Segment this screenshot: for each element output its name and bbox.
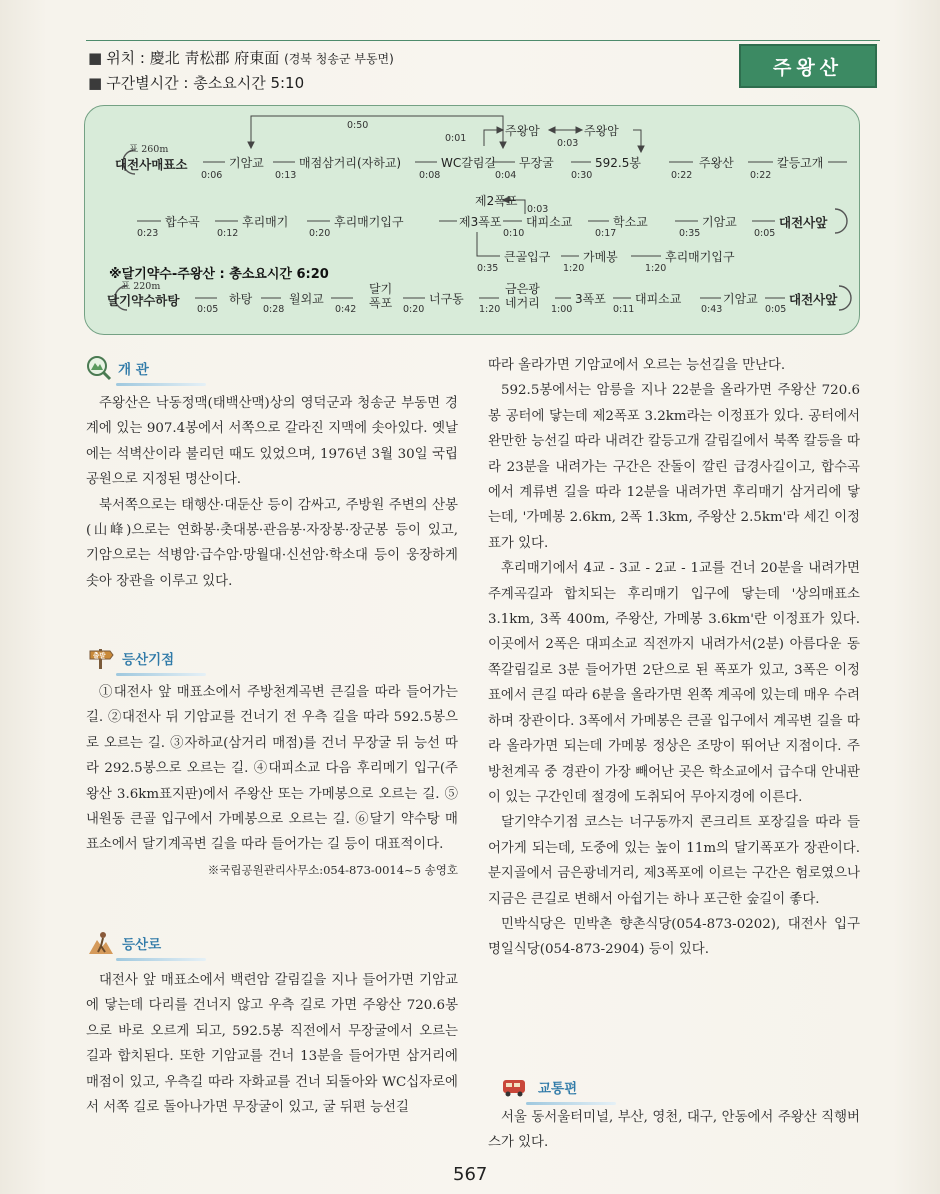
time: 0:08 [419, 170, 441, 181]
time: 0:12 [217, 228, 239, 239]
node-592-peak: 592.5봉 [595, 156, 641, 170]
trail-paragraph: 따라 올라가면 기암교에서 오르는 능선길을 만난다. [488, 358, 786, 373]
node-falls-3b: 3폭포 [575, 292, 606, 306]
trail-text-continued [488, 353, 860, 963]
section-trail [86, 930, 161, 956]
time: 1:00 [551, 304, 573, 315]
node-giamgyo-2: 기암교 [702, 215, 737, 229]
node-daejeonsa-front: 대전사앞 [779, 215, 828, 230]
trail-paragraph: 후리매기에서 4교 - 3교 - 2교 - 1교를 건너 20분을 내려가면 주계곡길과 합치되는 후리매기 입구에 닿는데 '상의매표소 3.1km, 3폭 400m, 주왕산, 가메봉 3.6km'란 이정표가 있다. 이곳에서 2폭은 대피소교 직전까지 내려가서(2분) 아름다운 동쪽갈림길로 3분 들어가면 2단으로 된 폭포가 있고, 3폭은 이정표에서 큰길 따라 6분을 올라가면 왼쪽 계곡에 있는데 매우 수려하며 장관이다. 3폭에서 가메봉은 큰골 입구에서 계곡변 길을 따라 올라가면 되는데 가메봉 정상은 조망이 뛰어난 지점이다. 주방천계곡 중 경관이 가장 빼어난 곳은 학소교에서 급수대 안내판이 있는 구간인데 절경에 도취되어 무아지경에 이른다. [488, 561, 860, 805]
signpost-icon [86, 645, 116, 671]
section-overview-title: 개 관 [118, 362, 149, 378]
trail-paragraph: 대전사 앞 매표소에서 백련암 갈림길을 지나 들어가면 기암교에 닿는데 다리를 건너지 않고 우측 길로 가면 주왕산 720.6봉으로 바로 오르게 되고, 592.5봉 직전에서 무장굴에서 오르는 길과 합치된다. 또한 기암교를 건너 13분을 들어가면 삼거리에 매점이 있고, 우측길 따라 자화교를 건너 되돌아와 WC십자로에서 서쪽 길로 돌아나가면 무장굴이 있고, 굴 뒤편 능선길 [86, 973, 458, 1116]
time: 0:05 [765, 304, 787, 315]
time: 1:20 [563, 263, 585, 274]
time: 0:35 [679, 228, 701, 239]
time: 0:04 [495, 170, 517, 181]
elevation-start: 표 260m [129, 144, 169, 155]
node-daejeonsa-ticket: 대전사매표소 [115, 157, 188, 172]
node-juwangam-2: 주왕암 [584, 124, 619, 138]
magnifier-mountain-icon [86, 355, 112, 381]
node-hatang: 하탕 [229, 292, 253, 306]
start-paragraph: ①대전사 앞 매표소에서 주방천계곡변 큰길을 따라 들어가는 길. ②대전사 뒤 기암교를 건너기 전 우측 길을 따라 592.5봉으로 오르는 길. ③자하교(삼거리 매점)를 건너 무장굴 뒤 능선 따라 292.5봉으로 오르는 길. ④대피소교 다음 후리메기 입구(주왕산 3.6km표지판)에서 주왕산 또는 가메봉으로 오르는 길. ⑤ 내원동 큰골 입구에서 가메봉으로 오르는 길. ⑥달기 약수탕 매표소에서 달기계곡변 길을 따라 들어가는 길 등이 대표적이다. [86, 685, 458, 853]
start-text [86, 680, 458, 883]
node-hurimaegi-entrance-2: 후리매기입구 [665, 250, 735, 264]
node-woloegyo: 월외교 [289, 292, 324, 306]
node-giamgyo-3: 기암교 [723, 292, 758, 306]
route-note: ※달기약수-주왕산 : 총소요시간 6:20 [109, 267, 329, 282]
elevation-start-2: 표 220m [121, 281, 161, 292]
time: 0:17 [595, 228, 617, 239]
time: 0:30 [571, 170, 593, 181]
node-geumeungwang: 금은광 네거리 [505, 282, 540, 310]
node-shelter-bridge-2: 대피소교 [635, 292, 682, 306]
trail-paragraph: 592.5봉에서는 암릉을 지나 22분을 올라가면 주왕산 720.6봉 공터에 닿는데 제2폭포 3.2km라는 이정표가 있다. 공터에서 완만한 능선길 따라 내려간 칼등고개 갈림길에서 북쪽 칼등을 따라 23분을 내려가는 구간은 잔돌이 깔린 급경사길이고, 합수곡에서 계류변 길을 따라 12분을 내려가면 후리매기 삼거리에 닿는데, '가메봉 2.6km, 2폭 1.3km, 주왕산 2.5km'라 세긴 이정표가 있다. [488, 383, 860, 551]
node-wc-junction: WC갈림길 [441, 156, 497, 170]
time: 0:20 [403, 304, 425, 315]
section-overview [86, 355, 149, 381]
node-giamgyo: 기암교 [229, 156, 264, 170]
section-start [86, 645, 174, 671]
node-daejeonsa-front-2: 대전사앞 [789, 292, 838, 307]
transport-paragraph: 서울 동서울터미널, 부산, 영천, 대구, 안동에서 주왕산 직행버스가 있다. [488, 1110, 860, 1151]
location-line: ■ 위치 : 慶北 靑松郡 府東面 (경북 청송군 부동면) [88, 49, 394, 67]
mountain-title: 주왕산 [739, 44, 877, 88]
time-branch: 0:03 [557, 138, 579, 149]
node-keungol-entrance: 큰골입구 [504, 250, 551, 264]
time-top-bypass: 0:50 [347, 120, 369, 131]
node-falls-2: 제2폭포 [475, 194, 518, 208]
node-dalgi-falls: 달기 폭포 [369, 282, 393, 310]
node-dalgi-hatang: 달기약수하탕 [107, 293, 180, 308]
route-map [84, 105, 860, 335]
node-hurimaegi-entrance: 후리매기입구 [334, 215, 404, 229]
node-neogudong: 너구동 [429, 292, 464, 306]
time: 0:22 [671, 170, 693, 181]
section-transport-title: 교통편 [538, 1081, 578, 1097]
time: 0:28 [263, 304, 285, 315]
time: 0:22 [750, 170, 772, 181]
section-trail-title: 등산로 [122, 937, 162, 953]
node-hapsugok: 합수곡 [165, 215, 200, 229]
time: 0:23 [137, 228, 159, 239]
time: 0:10 [503, 228, 525, 239]
node-mujanggul: 무장굴 [519, 156, 554, 170]
node-hurimaegi: 후리매기 [242, 215, 289, 229]
time: 0:20 [309, 228, 331, 239]
node-juwangam-1: 주왕암 [505, 124, 540, 138]
trail-paragraph: 달기약수기점 코스는 너구동까지 콘크리트 포장길을 따라 들어가게 되는데, 도중에 있는 높이 11m의 달기폭포가 장관이다. 분지골에서 금은광네거리, 제3폭포에 이르는 구간은 험로였으나 지금은 큰길로 변해서 아쉽기는 하나 포근한 숲길이 좋다. [488, 815, 860, 907]
hiker-icon [86, 930, 116, 956]
node-gamebong: 가메봉 [583, 250, 618, 264]
total-time-line: ■ 구간별시간 : 총소요시간 5:10 [88, 74, 305, 92]
header-rule [86, 40, 880, 41]
node-kaldeung-pass: 칼등고개 [777, 156, 824, 170]
time: 0:03 [527, 204, 549, 215]
node-maejeom: 매점삼거리(자하교) [299, 156, 402, 170]
overview-paragraph: 북서쪽으로는 태행산·대둔산 등이 감싸고, 주방원 주변의 산봉(山峰)으로는 연화봉·촛대봉·관음봉·자장봉·장군봉 등이 있고, 기암으로는 석병암·급수암·망월대·신선암·학소대 등이 웅장하게 솟아 장관을 이루고 있다. [86, 497, 458, 589]
node-shelter-bridge: 대피소교 [526, 215, 573, 229]
time-branch: 0:01 [445, 133, 467, 144]
time: 1:20 [479, 304, 501, 315]
time: 0:06 [201, 170, 223, 181]
lodging-paragraph: 민박식당은 민박촌 향촌식당(054-873-0202), 대전사 입구 명일식당(054-873-2904) 등이 있다. [488, 916, 860, 958]
overview-paragraph: 주왕산은 낙동정맥(태백산맥)상의 영덕군과 청송군 부동면 경계에 있는 907.4봉에서 서쪽으로 갈라진 지맥에 솟아있다. 옛날에는 석벽산이라 불리던 때도 있었으며, 1976년 3월 30일 국립공원으로 지정된 명산이다. [86, 396, 458, 488]
time: 0:05 [754, 228, 776, 239]
time: 0:35 [477, 263, 499, 274]
time: 0:05 [197, 304, 219, 315]
location-note: (경북 청송군 부동면) [284, 52, 394, 66]
section-transport [496, 1074, 577, 1100]
signpost-label: 출발 [93, 651, 106, 660]
page-number: 567 [453, 1164, 488, 1185]
overview-text [86, 391, 458, 594]
total-time-label: 구간별시간 : 총소요시간 5:10 [106, 74, 305, 92]
transport-text [488, 1105, 860, 1156]
time: 0:42 [335, 304, 357, 315]
node-juwangsan: 주왕산 [699, 156, 734, 170]
time: 0:43 [701, 304, 723, 315]
location-label: 위치 : 慶北 靑松郡 府東面 [106, 49, 280, 67]
node-haksogyo: 학소교 [613, 215, 648, 229]
bus-icon [496, 1074, 532, 1100]
node-falls-3: 제3폭포 [459, 215, 502, 229]
time: 1:20 [645, 263, 667, 274]
park-office-contact: ※국립공원관리사무소:054-873-0014~5 송영호 [207, 862, 458, 877]
trail-text [86, 968, 458, 1120]
section-start-title: 등산기점 [122, 652, 175, 668]
time: 0:11 [613, 304, 635, 315]
time: 0:13 [275, 170, 297, 181]
